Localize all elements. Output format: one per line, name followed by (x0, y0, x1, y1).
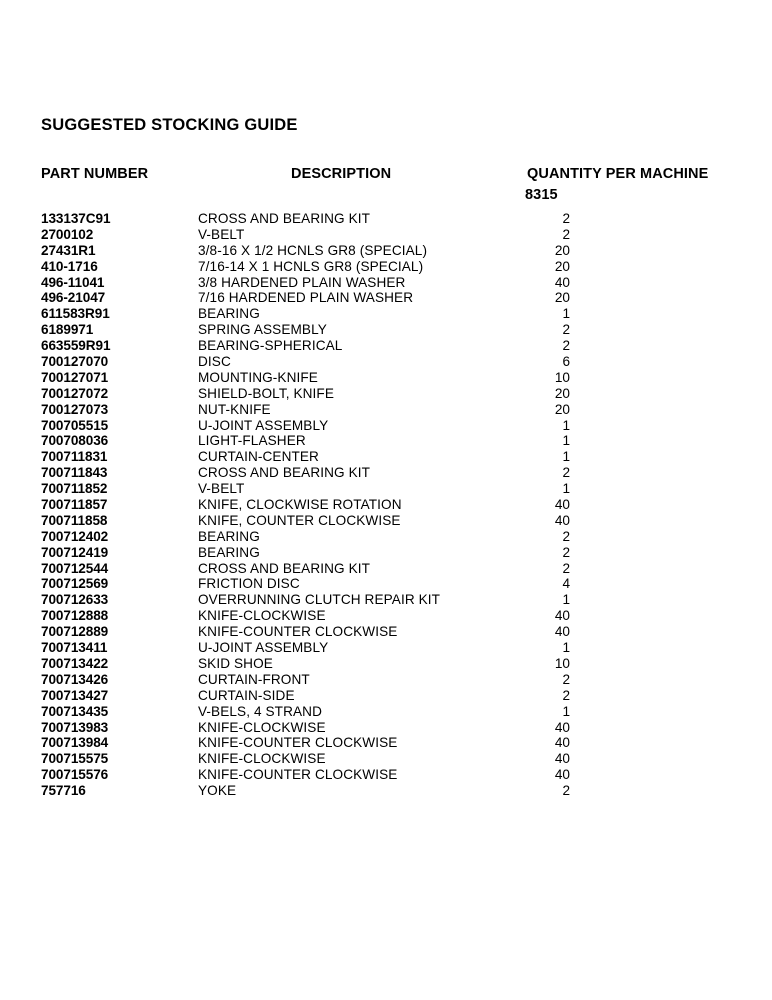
cell-part-number: 700713984 (41, 735, 109, 751)
cell-part-number: 700711852 (41, 481, 108, 497)
table-row (0, 704, 772, 720)
cell-description: OVERRUNNING CLUTCH REPAIR KIT (198, 592, 441, 608)
cell-quantity: 2 (562, 783, 570, 799)
cell-quantity: 2 (562, 560, 570, 576)
cell-part-number: 700127071 (41, 369, 109, 385)
cell-description: KNIFE-COUNTER CLOCKWISE (198, 767, 398, 783)
table-row (0, 720, 772, 736)
cell-part-number: 700127073 (41, 401, 109, 417)
table-row (0, 561, 772, 577)
cell-quantity: 1 (562, 592, 570, 608)
cell-description: V-BELS, 4 STRAND (198, 703, 322, 719)
table-row (0, 656, 772, 672)
cell-quantity: 2 (562, 528, 570, 544)
cell-part-number: 700712544 (41, 560, 109, 576)
cell-part-number: 700713435 (41, 703, 109, 719)
cell-description: CROSS AND BEARING KIT (198, 560, 371, 576)
cell-description: BEARING (198, 306, 260, 322)
table-row (0, 513, 772, 529)
cell-part-number: 700712569 (41, 576, 109, 592)
cell-quantity: 1 (562, 433, 570, 449)
cell-part-number: 6189971 (41, 322, 94, 338)
cell-quantity: 40 (554, 624, 570, 640)
cell-description: CROSS AND BEARING KIT (198, 465, 371, 481)
cell-part-number: 700713983 (41, 719, 109, 735)
cell-quantity: 1 (562, 306, 570, 322)
cell-description: KNIFE, CLOCKWISE ROTATION (198, 497, 402, 513)
cell-description: SHIELD-BOLT, KNIFE (198, 385, 335, 401)
table-row (0, 418, 772, 434)
table-row (0, 322, 772, 338)
cell-quantity: 4 (562, 576, 570, 592)
cell-quantity: 1 (562, 640, 570, 656)
table-row (0, 735, 772, 751)
table-row (0, 227, 772, 243)
table-row (0, 576, 772, 592)
cell-description: KNIFE-CLOCKWISE (198, 719, 326, 735)
table-row (0, 243, 772, 259)
table-row (0, 290, 772, 306)
table-row (0, 672, 772, 688)
table-row (0, 211, 772, 227)
cell-quantity: 2 (562, 322, 570, 338)
cell-quantity: 20 (554, 242, 570, 258)
cell-part-number: 700127072 (41, 385, 109, 401)
cell-part-number: 611583R91 (41, 306, 110, 322)
cell-quantity: 1 (562, 449, 570, 465)
cell-description: 3/8 HARDENED PLAIN WASHER (198, 274, 406, 290)
cell-description: BEARING-SPHERICAL (198, 338, 343, 354)
cell-quantity: 2 (562, 211, 570, 226)
cell-description: KNIFE-CLOCKWISE (198, 751, 326, 767)
cell-quantity: 2 (562, 465, 570, 481)
cell-description: CURTAIN-SIDE (198, 687, 295, 703)
cell-part-number: 757716 (41, 783, 86, 799)
cell-quantity: 40 (554, 767, 570, 783)
cell-quantity: 40 (554, 735, 570, 751)
table-row (0, 592, 772, 608)
table-row (0, 402, 772, 418)
cell-part-number: 700715576 (41, 767, 109, 783)
cell-part-number: 700711858 (41, 512, 108, 528)
table-row (0, 465, 772, 481)
page-title: SUGGESTED STOCKING GUIDE (41, 116, 298, 134)
cell-part-number: 700712888 (41, 608, 109, 624)
cell-description: CURTAIN-FRONT (198, 671, 310, 687)
cell-part-number: 496-11041 (41, 274, 105, 290)
cell-description: SPRING ASSEMBLY (198, 322, 327, 338)
cell-part-number: 700711831 (41, 449, 108, 465)
table-row (0, 608, 772, 624)
cell-description: U-JOINT ASSEMBLY (198, 417, 329, 433)
cell-part-number: 700711857 (41, 497, 108, 513)
cell-part-number: 2700102 (41, 226, 94, 242)
cell-quantity: 2 (562, 671, 570, 687)
table-column-headers (0, 166, 772, 206)
cell-part-number: 700127070 (41, 354, 109, 370)
table-row (0, 449, 772, 465)
table-row (0, 370, 772, 386)
cell-description: LIGHT-FLASHER (198, 433, 306, 449)
cell-quantity: 2 (562, 338, 570, 354)
cell-description: 7/16-14 X 1 HCNLS GR8 (SPECIAL) (198, 258, 424, 274)
column-header-description: DESCRIPTION (291, 166, 392, 182)
cell-part-number: 410-1716 (41, 258, 98, 274)
table-row (0, 354, 772, 370)
cell-quantity: 40 (554, 608, 570, 624)
table-row (0, 767, 772, 783)
cell-quantity: 1 (562, 417, 570, 433)
cell-description: CROSS AND BEARING KIT (198, 211, 371, 226)
cell-description: BEARING (198, 544, 260, 560)
cell-part-number: 27431R1 (41, 242, 96, 258)
table-row (0, 275, 772, 291)
cell-quantity: 20 (554, 258, 570, 274)
cell-description: YOKE (198, 783, 237, 799)
cell-part-number: 700715575 (41, 751, 109, 767)
table-row (0, 481, 772, 497)
cell-description: KNIFE-COUNTER CLOCKWISE (198, 735, 398, 751)
cell-quantity: 20 (554, 290, 570, 306)
cell-quantity: 20 (554, 385, 570, 401)
cell-quantity: 2 (562, 226, 570, 242)
cell-quantity: 10 (554, 369, 570, 385)
cell-part-number: 700713427 (41, 687, 109, 703)
cell-part-number: 700713426 (41, 671, 109, 687)
cell-description: CURTAIN-CENTER (198, 449, 319, 465)
table-row (0, 624, 772, 640)
column-header-part-number: PART NUMBER (41, 166, 149, 182)
cell-quantity: 10 (554, 655, 570, 671)
table-row (0, 783, 772, 799)
cell-part-number: 133137C91 (41, 211, 111, 226)
cell-part-number: 700705515 (41, 417, 109, 433)
cell-description: 3/8-16 X 1/2 HCNLS GR8 (SPECIAL) (198, 242, 428, 258)
cell-description: U-JOINT ASSEMBLY (198, 640, 329, 656)
cell-quantity: 40 (554, 719, 570, 735)
cell-description: KNIFE-COUNTER CLOCKWISE (198, 624, 398, 640)
cell-description: V-BELT (198, 226, 245, 242)
table-row (0, 386, 772, 402)
table-row (0, 433, 772, 449)
cell-quantity: 40 (554, 497, 570, 513)
cell-quantity: 6 (562, 354, 570, 370)
cell-description: NUT-KNIFE (198, 401, 271, 417)
column-header-quantity-per-machine: QUANTITY PER MACHINE (527, 166, 709, 182)
table-row (0, 338, 772, 354)
cell-description: 7/16 HARDENED PLAIN WASHER (198, 290, 414, 306)
cell-part-number: 700712633 (41, 592, 109, 608)
cell-part-number: 700711843 (41, 465, 108, 481)
cell-description: V-BELT (198, 481, 245, 497)
table-row (0, 306, 772, 322)
cell-description: KNIFE-CLOCKWISE (198, 608, 326, 624)
cell-description: FRICTION DISC (198, 576, 300, 592)
cell-quantity: 40 (554, 274, 570, 290)
cell-part-number: 700712889 (41, 624, 109, 640)
cell-description: MOUNTING-KNIFE (198, 369, 318, 385)
cell-quantity: 20 (554, 401, 570, 417)
stocking-guide-table (0, 211, 772, 799)
cell-part-number: 496-21047 (41, 290, 106, 306)
cell-description: SKID SHOE (198, 655, 273, 671)
cell-description: BEARING (198, 528, 260, 544)
cell-quantity: 2 (562, 687, 570, 703)
cell-quantity: 2 (562, 544, 570, 560)
table-row (0, 688, 772, 704)
table-row (0, 545, 772, 561)
table-row (0, 640, 772, 656)
cell-part-number: 700712419 (41, 544, 109, 560)
cell-quantity: 40 (554, 512, 570, 528)
cell-part-number: 663559R91 (41, 338, 111, 354)
cell-quantity: 40 (554, 751, 570, 767)
column-header-model-number: 8315 (525, 187, 558, 203)
cell-part-number: 700708036 (41, 433, 109, 449)
cell-quantity: 1 (562, 481, 570, 497)
cell-quantity: 1 (562, 703, 570, 719)
table-row (0, 497, 772, 513)
cell-description: KNIFE, COUNTER CLOCKWISE (198, 512, 401, 528)
cell-part-number: 700713411 (41, 640, 108, 656)
table-row (0, 529, 772, 545)
table-row (0, 751, 772, 767)
cell-part-number: 700712402 (41, 528, 109, 544)
table-row (0, 259, 772, 275)
cell-part-number: 700713422 (41, 655, 109, 671)
cell-description: DISC (198, 354, 231, 370)
